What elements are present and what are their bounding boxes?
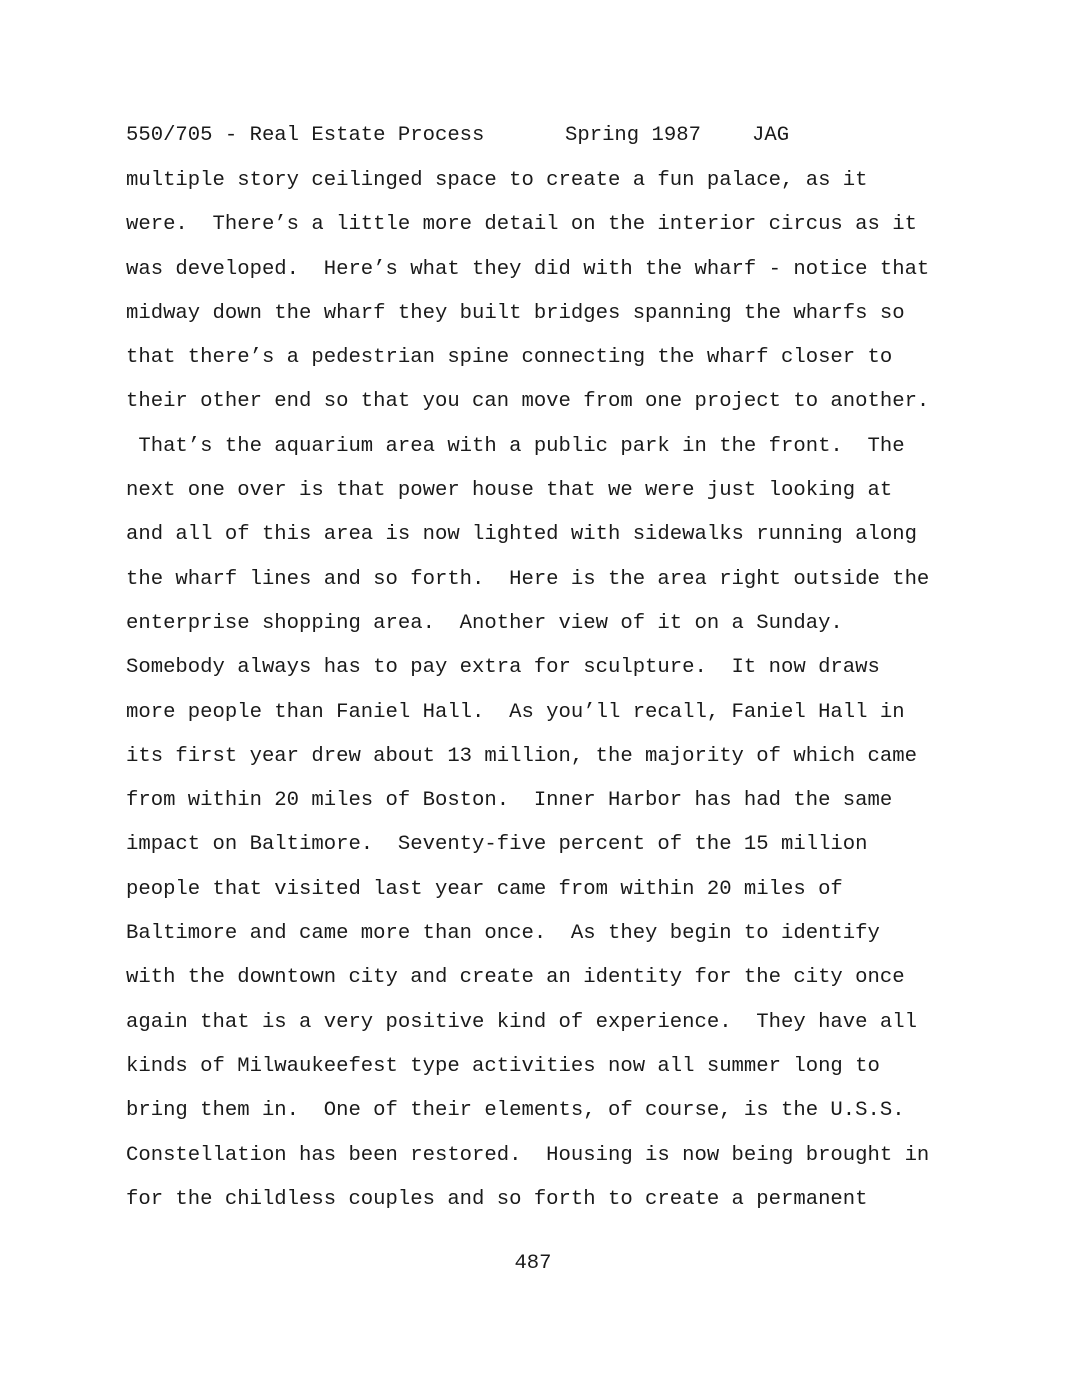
text-line: their other end so that you can move from one project to another. <box>126 390 930 414</box>
text-line: That’s the aquarium area with a public park in the front. The <box>126 434 905 458</box>
text-line: Somebody always has to pay extra for sculpture. It now draws <box>126 656 880 680</box>
header-course: 550/705 - Real Estate Process <box>126 124 485 147</box>
text-line: more people than Faniel Hall. As you’ll recall, Faniel Hall in <box>126 700 905 724</box>
text-line: Baltimore and came more than once. As they begin to identify <box>126 922 880 946</box>
text-line: and all of this area is now lighted with sidewalks running along <box>126 523 917 547</box>
text-line: Constellation has been restored. Housing is now being brought in <box>126 1143 930 1167</box>
header-initials: JAG <box>752 124 790 147</box>
text-line: bring them in. One of their elements, of course, is the U.S.S. <box>126 1099 905 1123</box>
header-term: Spring 1987 <box>565 124 701 147</box>
text-line: the wharf lines and so forth. Here is the area right outside the <box>126 567 930 591</box>
text-line: enterprise shopping area. Another view of it on a Sunday. <box>126 611 843 635</box>
text-line: people that visited last year came from within 20 miles of <box>126 877 843 901</box>
text-line: were. There’s a little more detail on the interior circus as it <box>126 213 917 237</box>
text-line: next one over is that power house that we were just looking at <box>126 479 893 503</box>
text-line: was developed. Here’s what they did with the wharf - notice that <box>126 257 930 281</box>
text-line: impact on Baltimore. Seventy-five percent of the 15 million <box>126 833 868 857</box>
text-line: for the childless couples and so forth to create a permanent <box>126 1187 868 1211</box>
text-line: again that is a very positive kind of experience. They have all <box>126 1010 917 1034</box>
page-number: 487 <box>514 1252 552 1275</box>
text-line: that there’s a pedestrian spine connecting the wharf closer to <box>126 346 893 370</box>
text-line: midway down the wharf they built bridges spanning the wharfs so <box>126 301 905 325</box>
text-line: multiple story ceilinged space to create a fun palace, as it <box>126 169 868 192</box>
text-line: with the downtown city and create an identity for the city once <box>126 966 905 990</box>
text-line: from within 20 miles of Boston. Inner Harbor has had the same <box>126 789 893 813</box>
text-line: its first year drew about 13 million, the majority of which came <box>126 744 917 768</box>
transcript-body <box>126 169 966 1232</box>
text-line: kinds of Milwaukeefest type activities now all summer long to <box>126 1054 880 1078</box>
